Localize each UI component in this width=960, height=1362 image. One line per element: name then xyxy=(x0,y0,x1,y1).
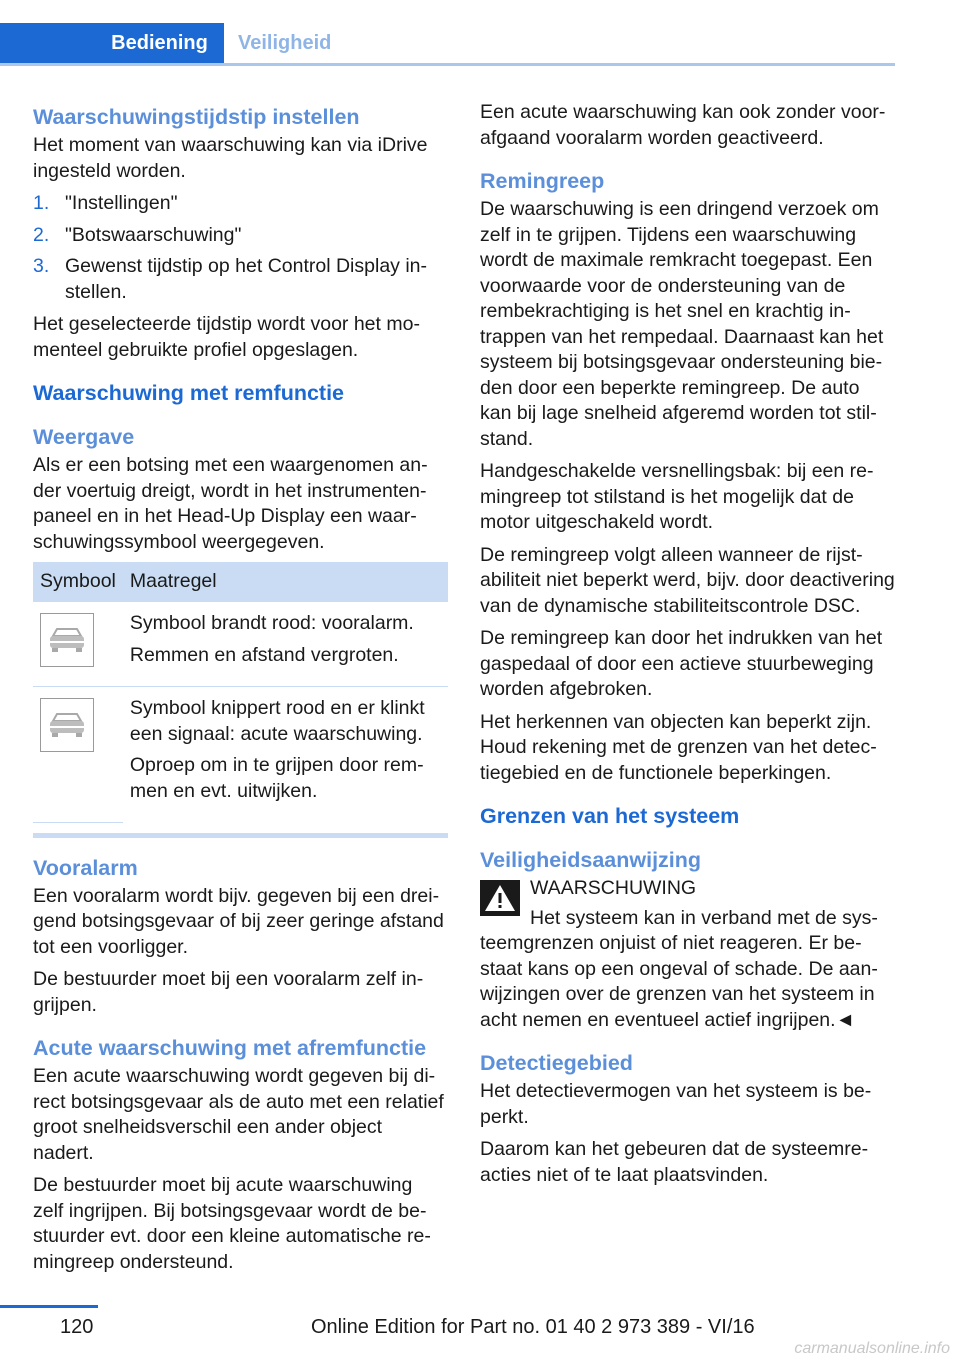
heading-weergave: Weergave xyxy=(33,425,135,449)
table-header-maatregel: Maatregel xyxy=(123,562,448,602)
heading-grenzen: Grenzen van het systeem xyxy=(480,804,740,828)
paragraph: Een vooralarm wordt bijv. gegeven bij een dreigend botsingsgevaar of bij zeer geringe afstand tot een voorligger. xyxy=(33,884,444,958)
list-item: 2. "Botswaarschuwing" xyxy=(33,223,242,246)
edition-footer: Online Edition for Part no. 01 40 2 973 389 - VI/16 xyxy=(311,1316,755,1338)
heading-detectiegebied: Detectiegebied xyxy=(480,1051,633,1075)
left-column xyxy=(33,100,448,1282)
paragraph: Handgeschakelde versnellingsbak: bij een remingreep tot stilstand is het mogelijk dat de motor uitgeschakeld wordt. xyxy=(480,460,874,533)
paragraph: De remingreep kan door het indrukken van het gaspedaal of door een actieve stuurbeweging worden afgebroken. xyxy=(480,627,883,700)
warning-triangle-icon xyxy=(480,880,520,916)
symbol-table xyxy=(33,562,448,823)
paragraph: De waarschuwing is een dringend verzoek om zelf in te grijpen. Tijdens een waarschuwing wordt de maximale remkracht toegepast. Een voorwaarde voor de ondersteuning van de rembekrachtiging is het snel en krachtig intrappen van het rempedaal. Daarnaast kan het systeem bij botsingsgevaar ondersteuning bieden door een beperkte remingreep. De auto kan bij lage snelheid afgeremd worden tot stilstand. xyxy=(480,198,884,450)
tab-bediening[interactable]: Bediening xyxy=(0,23,224,63)
paragraph: Een acute waarschuwing kan ook zonder voorafgaand vooralarm worden geactiveerd. xyxy=(480,101,886,149)
header-tabbar xyxy=(0,23,895,66)
heading-waarschuwingstijdstip: Waarschuwingstijdstip instellen xyxy=(33,105,360,129)
paragraph: De bestuurder moet bij acute waarschuwing zelf ingrijpen. Bij botsingsgevaar wordt de bestuurder evt. door een kleine automatische remingreep ondersteund. xyxy=(33,1174,431,1273)
steps-list xyxy=(33,191,448,305)
paragraph: Als er een botsing met een waargenomen ander voertuig dreigt, wordt in het instrumentenpaneel en in het Head-Up Display een waarschuwingssymbool weergegeven. xyxy=(33,454,428,553)
paragraph: De bestuurder moet bij een vooralarm zelf ingrijpen. xyxy=(33,968,424,1016)
heading-acute-waarschuwing: Acute waarschuwing met afremfunctie xyxy=(33,1036,427,1060)
right-column xyxy=(480,100,895,1195)
paragraph: Daarom kan het gebeuren dat de systeemreacties niet of te laat plaatsvinden. xyxy=(480,1138,869,1186)
car-warning-icon xyxy=(40,613,94,667)
watermark: carmanualsonline.info xyxy=(794,1340,950,1357)
table-header-symbool: Symbool xyxy=(33,562,123,602)
car-warning-icon xyxy=(40,698,94,752)
tab-veiligheid[interactable]: Veiligheid xyxy=(238,32,332,54)
heading-vooralarm: Vooralarm xyxy=(33,855,138,880)
page-number-bar xyxy=(0,1305,98,1308)
paragraph: Het detectievermogen van het systeem is beperkt. xyxy=(480,1080,872,1128)
table-row: Symbool knippert rood en er klinkt een signaal: acute waarschuwing. Oproep om in te grijpen door remmen en evt. uitwijken. xyxy=(33,687,448,823)
paragraph: Het moment van waarschuwing kan via iDrive ingesteld worden. xyxy=(33,134,428,182)
table-end-rule xyxy=(33,833,448,838)
list-item: 3. Gewenst tijdstip op het Control Display instellen. xyxy=(33,255,428,303)
paragraph: Een acute waarschuwing wordt gegeven bij direct botsingsgevaar als de auto met een relatief groot snelheidsverschil een ander object nadert. xyxy=(33,1065,444,1164)
heading-veiligheidsaanwijzing: Veiligheidsaanwijzing xyxy=(480,848,702,872)
paragraph: Het herkennen van objecten kan beperkt zijn. Houd rekening met de grenzen van het detectiegebied en de functionele beperkingen. xyxy=(480,710,877,784)
list-item: 1. "Instellingen" xyxy=(33,192,178,214)
page-number: 120 xyxy=(60,1316,94,1338)
warning-text: Het systeem kan in verband met de systeemgrenzen onjuist of niet reageren. Er bestaat kans op een ongeval of schade. De aanwijzingen over de grenzen van het systeem in acht nemen en eventueel actief ingrijpen.◄ xyxy=(480,906,878,1031)
paragraph: De remingreep volgt alleen wanneer de rijstabiliteit niet beperkt werd, bijv. door deactivering van de dynamische stabiliteitscontrole DSC. xyxy=(480,543,895,617)
heading-remingreep: Remingreep xyxy=(480,169,605,193)
table-row: Symbool brandt rood: vooralarm. Remmen en afstand vergroten. xyxy=(33,602,448,687)
warning-title: WAARSCHUWING xyxy=(530,877,697,899)
heading-remfunctie: Waarschuwing met remfunctie xyxy=(33,381,345,405)
paragraph: Het geselecteerde tijdstip wordt voor het momenteel gebruikte profiel opgeslagen. xyxy=(33,313,420,361)
warning-block xyxy=(480,876,895,902)
